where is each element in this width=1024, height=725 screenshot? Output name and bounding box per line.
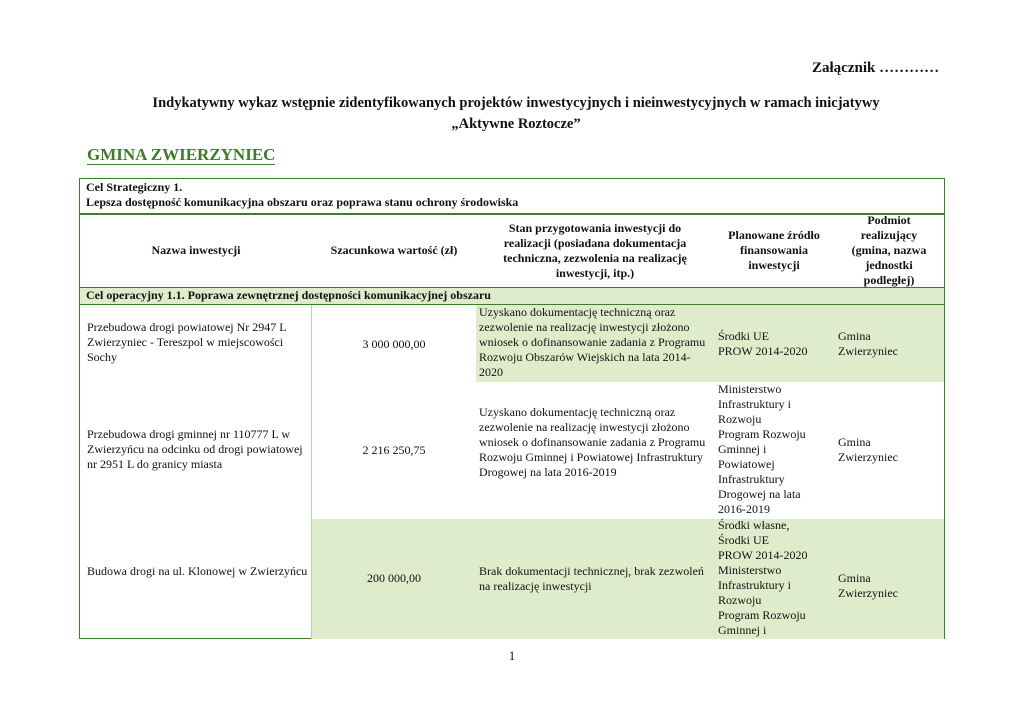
attachment-label: Załącznik ………… [812, 60, 940, 76]
cel-strategiczny-label: Cel Strategiczny 1. [86, 180, 183, 194]
row-1-value: 3 000 000,00 [362, 337, 426, 351]
row-3-status: Brak dokumentacji technicznej, brak zezwoleń na realizację inwestycji [479, 564, 704, 593]
column-header-name: Nazwa inwestycji [151, 243, 241, 257]
row-2-name: Przebudowa drogi gminnej nr 110777 L w Zwierzyńcu na odcinku od drogi powiatowej nr 2951 L do granicy miasta [87, 427, 303, 471]
investment-table [79, 178, 945, 639]
row-2-entity: Gmina Zwierzyniec [838, 435, 898, 464]
cel-strategiczny-text: Lepsza dostępność komunikacyjna obszaru oraz poprawa stanu ochrony środowiska [86, 195, 519, 209]
gmina-heading: GMINA ZWIERZYNIEC [87, 145, 276, 164]
row-1-name: Przebudowa drogi powiatowej Nr 2947 L Zwierzyniec - Tereszpol w miejscowości Sochy [87, 320, 290, 364]
title-line-1: Indykatywny wykaz wstępnie zidentyfikowanych projektów inwestycyjnych i nieinwestycyjnych w ramach inicjatywy [152, 95, 880, 111]
column-header-funding: Planowane źródło finansowania inwestycji [728, 228, 820, 272]
row-1-entity: Gmina Zwierzyniec [838, 329, 898, 358]
column-header-value: Szacunkowa wartość (zł) [330, 243, 458, 257]
row-2-status: Uzyskano dokumentację techniczną oraz zezwolenie na realizację inwestycji złożono wniosek o dofinansowanie zadania z Programu Rozwoju Gminnej i Powiatowej Infrastruktury Drogowej na lata 2016-2019 [479, 405, 706, 479]
row-2-value: 2 216 250,75 [362, 443, 426, 457]
column-header-status: Stan przygotowania inwestycji do realizacji (posiadana dokumentacja techniczna, zezwolenia na realizację inwestycji, itp.) [503, 220, 687, 280]
row-1-funding: Środki UE PROW 2014-2020 [718, 329, 808, 358]
title-line-2: „Aktywne Roztocze” [451, 116, 581, 132]
cel-operacyjny: Cel operacyjny 1.1. Poprawa zewnętrznej dostępności komunikacyjnej obszaru [80, 288, 944, 304]
row-3-entity: Gmina Zwierzyniec [838, 571, 898, 600]
page-number: 1 [508, 648, 516, 663]
row-3-value: 200 000,00 [367, 571, 421, 585]
row-3-funding: Środki własne, Środki UE PROW 2014-2020 Ministerstwo Infrastruktury i Rozwoju Program Rozwoju Gminnej i [718, 518, 808, 637]
row-3-name: Budowa drogi na ul. Klonowej w Zwierzyńcu [87, 564, 308, 578]
row-1-status: Uzyskano dokumentację techniczną oraz zezwolenie na realizację inwestycji złożono wniosek o dofinansowanie zadania z Programu Rozwoju Obszarów Wiejskich na lata 2014-2020 [479, 305, 706, 379]
document-title [80, 93, 952, 135]
cel-strategiczny [86, 180, 936, 210]
column-header-entity: Podmiot realizujący (gmina, nazwa jednostki podległej) [851, 213, 927, 287]
row-2-funding: Ministerstwo Infrastruktury i Rozwoju Program Rozwoju Gminnej i Powiatowej Infrastruktury Drogowej na lata 2016-2019 [718, 382, 806, 516]
